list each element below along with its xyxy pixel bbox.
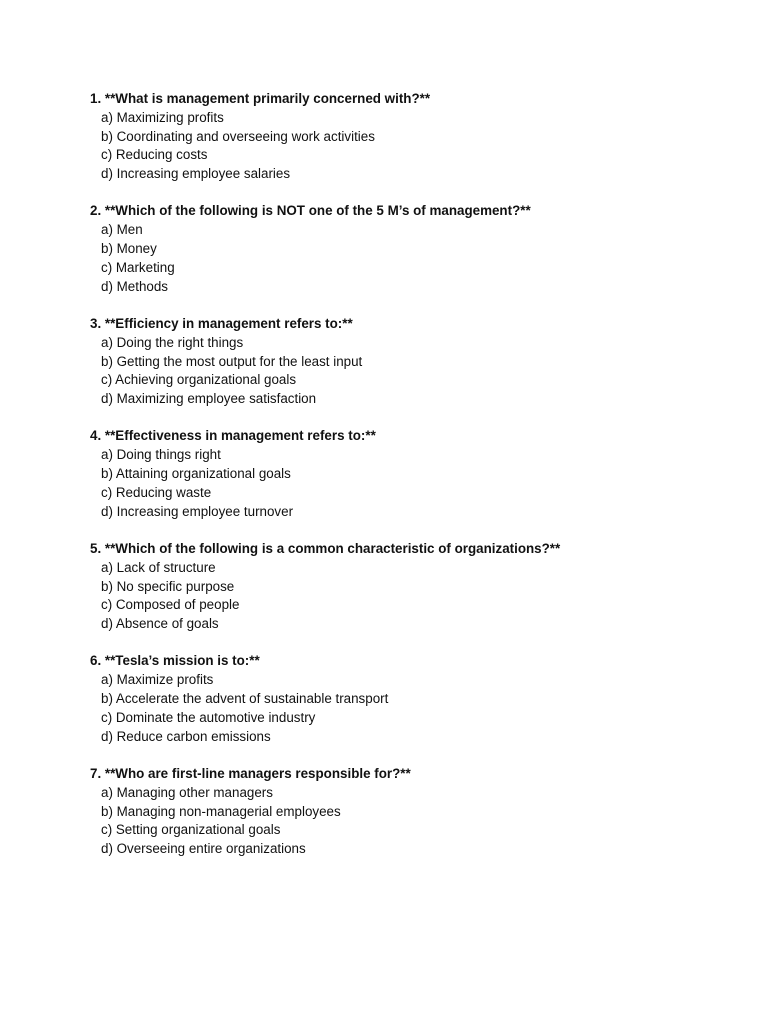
option-c: c) Dominate the automotive industry <box>101 709 316 725</box>
option-list <box>90 109 730 184</box>
option-b: b) Money <box>101 241 157 257</box>
option-list <box>90 671 730 746</box>
option-c: c) Achieving organizational goals <box>101 372 297 388</box>
question-1 <box>90 90 730 184</box>
option-d: d) Increasing employee salaries <box>101 166 291 182</box>
option-c: c) Composed of people <box>101 597 240 613</box>
option-d: d) Methods <box>101 278 168 294</box>
question-title: 7. **Who are first-line managers responsible for?** <box>90 765 411 781</box>
question-5 <box>90 540 730 634</box>
option-b: b) Coordinating and overseeing work activities <box>101 128 375 144</box>
option-d: d) Absence of goals <box>101 616 219 632</box>
option-c: c) Reducing costs <box>101 147 208 163</box>
option-a: a) Doing things right <box>101 447 221 463</box>
option-c: c) Marketing <box>101 259 175 275</box>
option-list <box>90 446 730 521</box>
question-7 <box>90 765 730 859</box>
option-a: a) Maximize profits <box>101 672 214 688</box>
option-d: d) Increasing employee turnover <box>101 503 294 519</box>
option-b: b) Attaining organizational goals <box>101 466 291 482</box>
option-d: d) Overseeing entire organizations <box>101 841 306 857</box>
question-4 <box>90 427 730 521</box>
question-title: 3. **Efficiency in management refers to:** <box>90 315 353 331</box>
option-a: a) Doing the right things <box>101 334 244 350</box>
question-3 <box>90 315 730 409</box>
question-title: 2. **Which of the following is NOT one of the 5 M’s of management?** <box>90 203 531 219</box>
option-list <box>90 334 730 409</box>
question-2 <box>90 202 730 296</box>
quiz-document <box>90 90 730 877</box>
option-c: c) Setting organizational goals <box>101 822 281 838</box>
option-list <box>90 559 730 634</box>
option-a: a) Lack of structure <box>101 559 216 575</box>
option-list <box>90 221 730 296</box>
option-b: b) Managing non-managerial employees <box>101 803 341 819</box>
option-d: d) Maximizing employee satisfaction <box>101 391 317 407</box>
option-b: b) No specific purpose <box>101 578 235 594</box>
question-title: 1. **What is management primarily concerned with?** <box>90 91 431 106</box>
option-c: c) Reducing waste <box>101 484 212 500</box>
question-title: 6. **Tesla’s mission is to:** <box>90 653 260 669</box>
option-list <box>90 784 730 859</box>
option-d: d) Reduce carbon emissions <box>101 728 271 744</box>
option-a: a) Maximizing profits <box>101 109 224 125</box>
question-title: 4. **Effectiveness in management refers to:** <box>90 428 376 444</box>
option-a: a) Managing other managers <box>101 784 273 800</box>
option-a: a) Men <box>101 222 143 238</box>
option-b: b) Accelerate the advent of sustainable transport <box>101 691 389 707</box>
question-title: 5. **Which of the following is a common characteristic of organizations?** <box>90 540 561 556</box>
option-b: b) Getting the most output for the least input <box>101 353 363 369</box>
question-6 <box>90 652 730 746</box>
